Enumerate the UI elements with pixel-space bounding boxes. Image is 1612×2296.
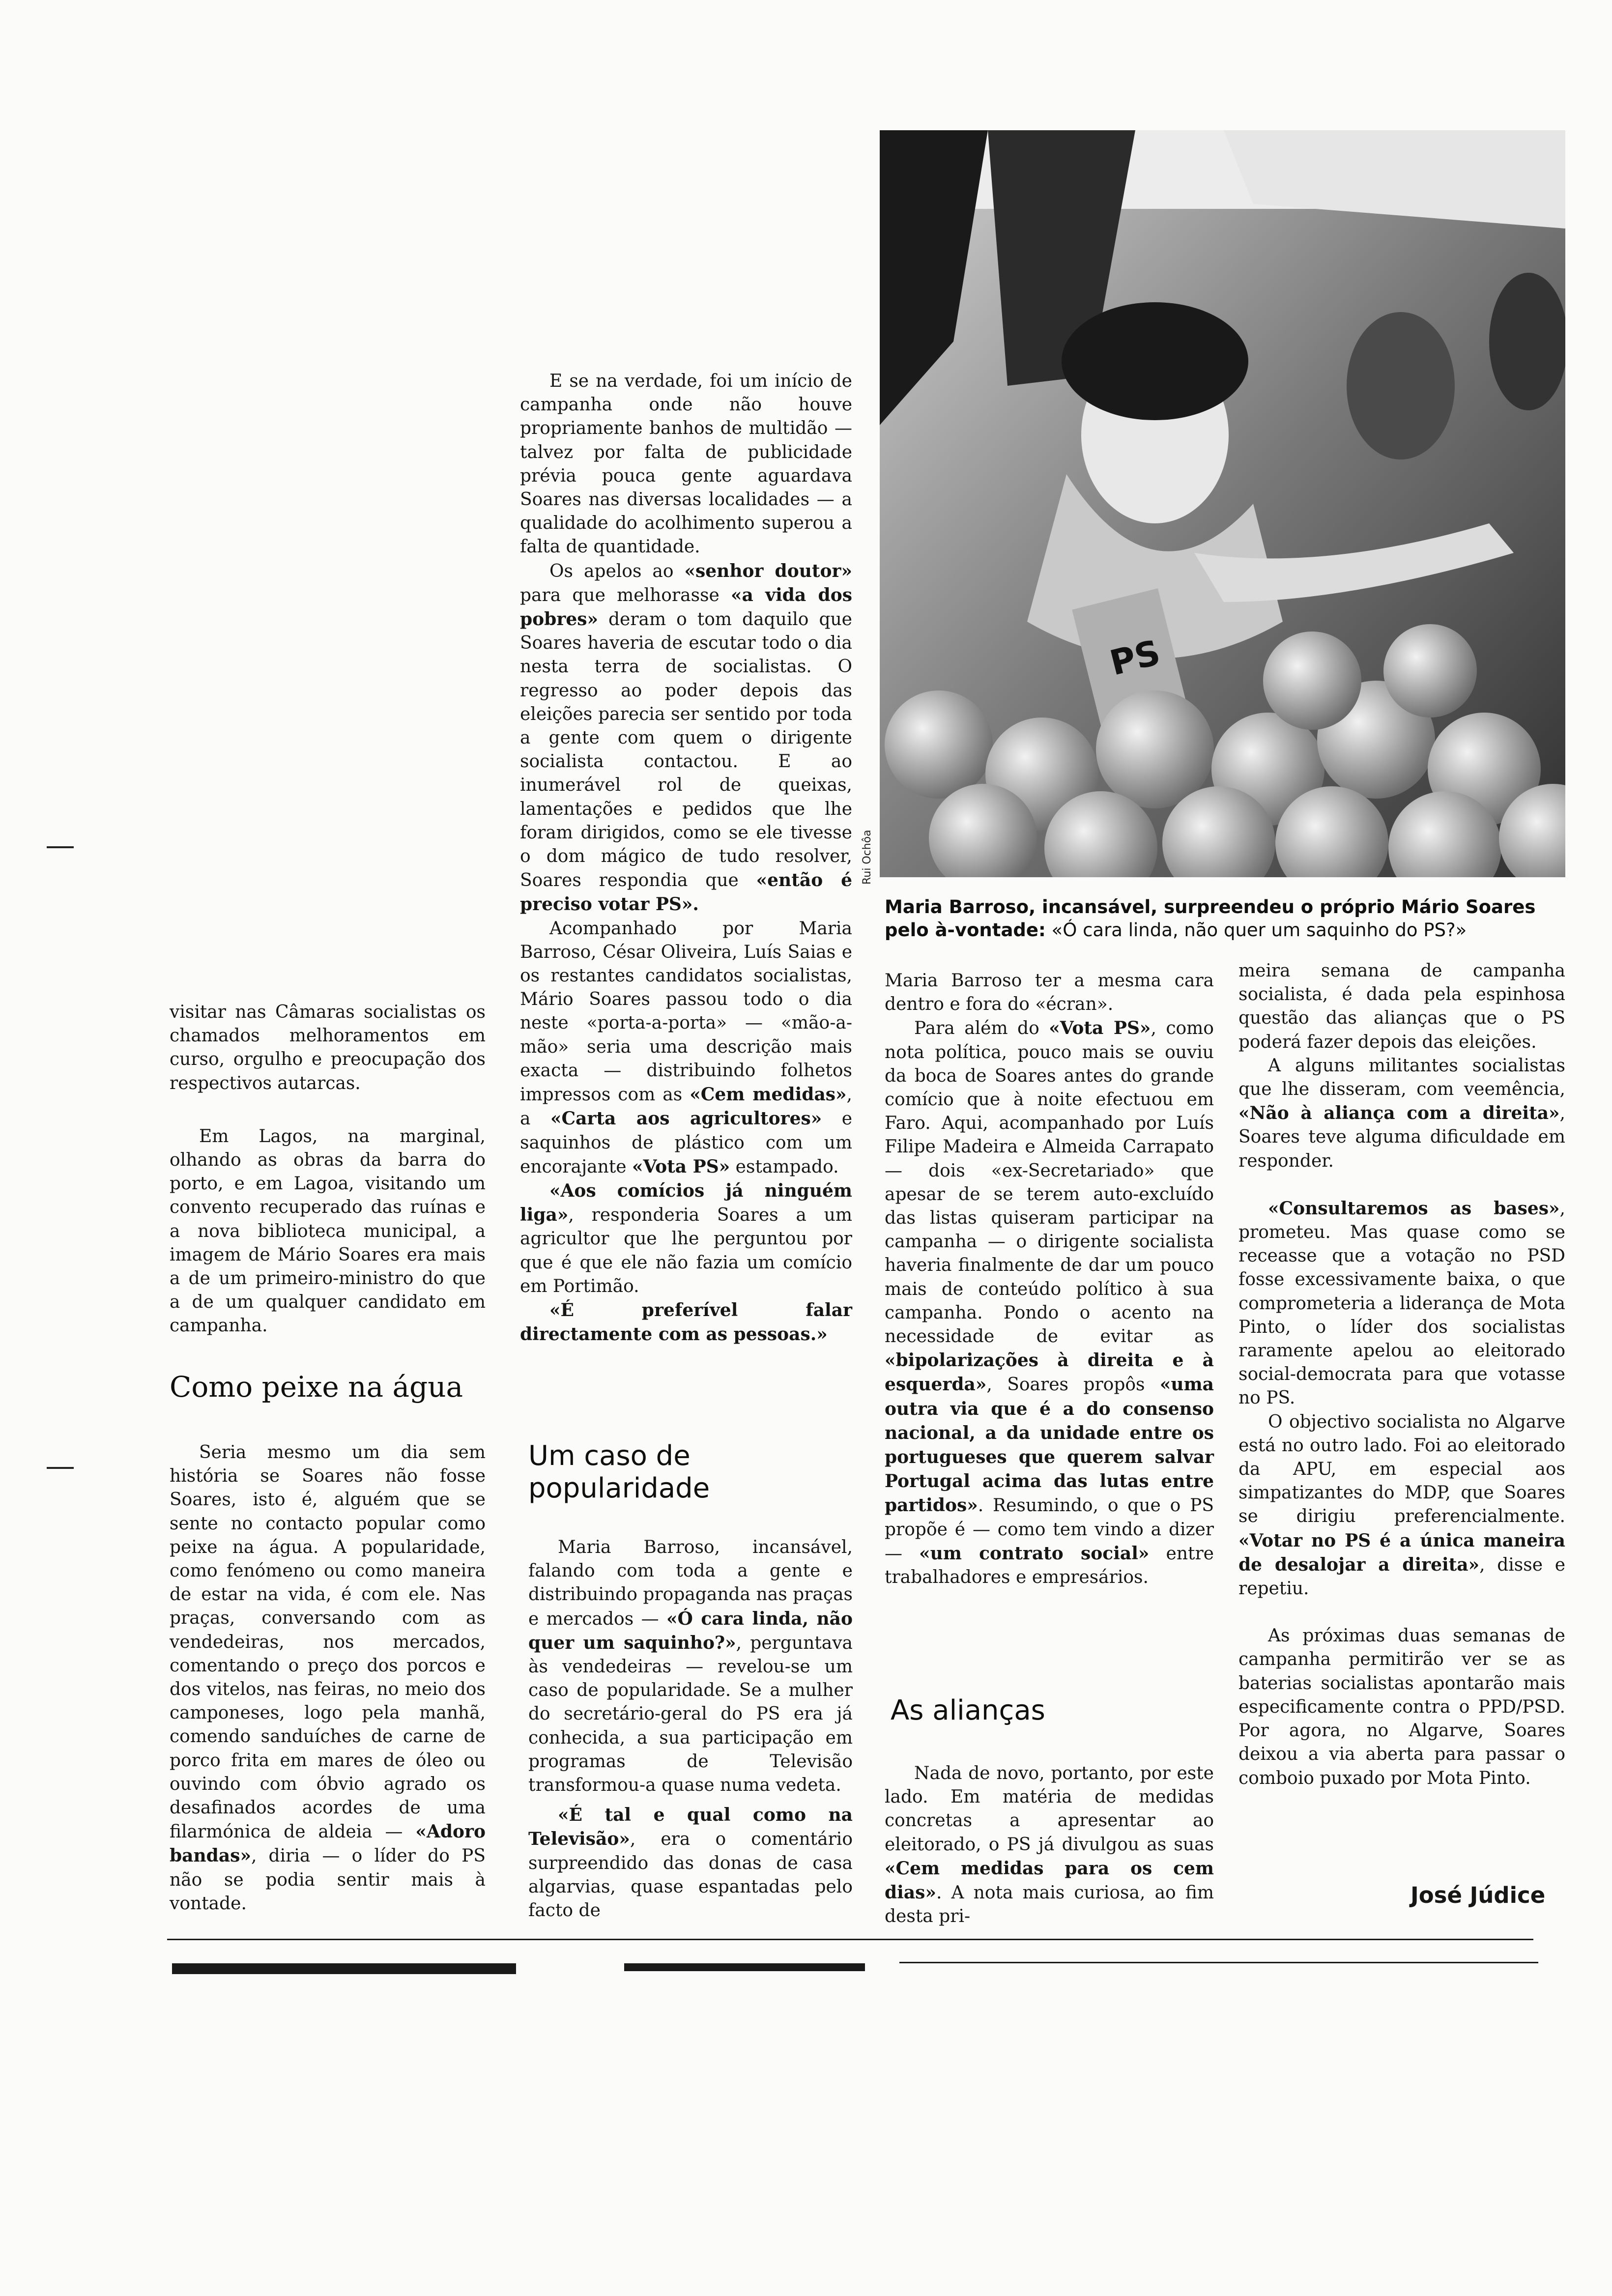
col3-p2-c: , como nota política, pouco mais se ouviu da boca de Soares antes do grande comício que à noite efectuou em Faro. Aqui, acompanhado por Luís Filipe Madeira e Almeida Carrapato — dois «ex-Secretariado» que apesar de se terem auto-excluído das listas quiseram participar na campanha — o dirigente socialista haveria finalmente de dar um pouco mais de conteúdo político à sua campanha. Pondo o acento na necessidade de evitar as [885,1018,1214,1347]
col2-p7-quote: «É tal e qual como na Televisão» [528,1805,853,1850]
col2-paragraph-3 [520,917,852,1179]
col3-p3-c: . A nota mais curiosa, ao fim desta pri- [885,1883,1214,1927]
col2-paragraph-2 [520,559,852,917]
col2-p3-quote-1: «Cem medidas» [690,1084,847,1105]
heading-as-aliancas: As alianças [891,1694,1045,1726]
column-1-lower [170,1441,486,1916]
col4-p3-quote: «Consultaremos as bases» [1268,1198,1560,1219]
col2-p3-c: , a [520,1085,852,1129]
col4-paragraph-4 [1238,1410,1565,1601]
col2-p3-quote-2: «Carta aos agricultores» [550,1108,822,1129]
col1-paragraph-3 [170,1441,486,1916]
photo-maria-barroso [880,130,1565,877]
caption-quote: «Ó cara linda, não quer um saquinho do PS?» [1045,919,1467,941]
caption-bold: Maria Barroso, incansável, surpreendeu o próprio Mário Soares pelo à-vontade: [885,896,1536,941]
svg-text:PS: PS [1106,632,1164,684]
bottom-bar-middle [624,1963,865,1971]
col2-p4-quote: «Aos comícios já ninguém liga» [520,1180,852,1226]
photo-credit: Rui Ochôa [861,830,873,885]
col4-p4-c: , disse e repetiu. [1238,1554,1565,1599]
col2-p2-c: para que melhorasse [520,585,731,605]
col4-p2-a: A alguns militantes socialistas que lhe disseram, com veemência, [1238,1055,1565,1100]
col2-p3-d: e saquinhos de plástico com um encorajante [520,1109,853,1177]
col4-p2-c: , Soares teve alguma dificuldade em responder. [1238,1103,1565,1171]
col4-paragraph-3 [1238,1197,1565,1410]
col3-p2-quote-4: «um contrato social» [919,1543,1150,1564]
col2-p5-quote: «É preferível falar directamente com as pessoas.» [520,1299,852,1345]
col2-p6-c: , perguntava às vendedeiras — revelou-se um caso de popularidade. Se a mulher do secretário-geral do PS era já conhecida, a sua participação em programas de Televisão transformou-a quase numa vedeta. [528,1633,853,1796]
col2-p6-a: Maria Barroso, incansável, falando com toda a gente e distribuindo propaganda nas praças e mercados — [528,1537,853,1629]
column-2 [520,370,852,1347]
col2-p3-quote-3: «Vota PS» [632,1156,730,1177]
col4-p3-rest: , prometeu. Mas quase como se receasse que a votação no PSD fosse excessivamente baixa, o que comprometeria a liderança de Mota Pinto, o líder dos socialistas raramente apelou ao eleitorado social-democrata para que votasse no PS. [1238,1198,1565,1408]
col1-paragraph-1: visitar nas Câmaras socialistas os chamados melhoramentos em curso, orgulho e preocupação dos respectivos autarcas. [170,1002,486,1093]
heading-um-caso: Um caso de popularidade [528,1440,710,1504]
col2-p4-rest: , responderia Soares a um agricultor que lhe perguntou por que é que ele não fazia um comício em Portimão. [520,1205,852,1296]
col2-p2-quote-2: «a vida dos pobres» [520,584,852,630]
margin-mark-bottom [47,1467,74,1469]
column-1 [170,1001,486,1338]
col2-paragraph-1: E se na verdade, foi um início de campanha onde não houve propriamente banhos de multidão — talvez por falta de publicidade prévia pouca gente aguardava Soares nas diversas localidades — a qualidade do acolhimento superou a falta de quantidade. [520,371,852,557]
col2-p2-a: Os apelos ao [549,561,685,581]
col1-p3-end: , diria — o líder do PS não se podia sentir mais à vontade. [170,1846,486,1914]
col3-p2-quote-3: «uma outra via que é a do consenso nacional, a da unidade entre os portugueses que querem salvar Portugal acima das lutas entre partidos» [885,1374,1214,1516]
col2-p6-quote: «Ó cara linda, não quer um saquinho?» [528,1608,853,1653]
col2-p2-d: deram o tom daquilo que Soares haveria de escutar todo o dia nesta terra de socialistas. O regresso ao poder depois das eleições parecia ser sentido por toda a gente com quem o dirigente socialista contactou. E ao inumerável rol de queixas, lamentações e pedidos que lhe foram dirigidos, como se ele tivesse o dom mágico de tudo resolver, Soares respondia que [520,609,852,891]
col3-p2-quote-2: «bipolarizações à direita e à esquerda» [885,1350,1214,1395]
col4-p4-a: O objectivo socialista no Algarve está no outro lado. Foi ao eleitorado da APU, em especial aos simpatizantes do MDP, que Soares se dirigiu preferencialmente. [1238,1411,1565,1527]
col3-p2-a: Para além do [914,1018,1049,1039]
col2-p2-quote-1: «senhor doutor» [684,560,852,581]
bottom-bar-right [899,1962,1538,1963]
photo-caption [885,895,1573,942]
col1-paragraph-2: Em Lagos, na marginal, olhando as obras da barra do porto, e em Lagoa, visitando um convento recuperado das ruínas e a nova biblioteca municipal, a imagem de Mário Soares era mais a de um primeiro-ministro do que a de um qualquer candidato em campanha. [170,1126,486,1336]
col1-p3-quote: «Adoro bandas» [170,1821,486,1866]
bottom-bar-left [172,1963,516,1974]
heading-como-peixe: Como peixe na água [170,1370,463,1404]
col2-p2-quote-3: «então é preciso votar PS». [520,870,852,915]
col2-p3-a: Acompanhado por Maria Barroso, César Oliveira, Luís Saias e os restantes candidatos socialistas, Mário Soares passou todo o dia neste «porta-a-porta» — «mão-a-mão» seria uma descrição mais exacta — distribuindo folhetos impressos com as [520,918,852,1105]
col2-paragraph-6 [528,1536,853,1797]
col2-paragraph-7 [528,1803,853,1923]
bottom-rule [167,1939,1533,1940]
margin-mark-top [47,846,74,848]
col4-paragraph-2 [1238,1054,1565,1173]
col3-p2-d: , Soares propôs [986,1375,1160,1395]
author-signature: José Júdice [1410,1882,1546,1908]
col3-p2-quote-1: «Vota PS» [1049,1018,1151,1039]
column-3-lower [885,1762,1214,1928]
column-3 [885,969,1214,1589]
col3-p2-f: entre trabalhadores e empresários. [885,1543,1214,1588]
col2-paragraph-4 [520,1179,852,1298]
col3-p2-e: . Resumindo, o que o PS propõe é — como tem vindo a dizer — [885,1495,1214,1564]
photo-image [880,130,1565,877]
col3-p3-a: Nada de novo, portanto, por este lado. Em matéria de medidas concretas a apresentar ao eleitorado, o PS já divulgou as suas [885,1763,1214,1855]
column-4 [1238,959,1565,1790]
col2-paragraph-5 [520,1298,852,1347]
col3-paragraph-3 [885,1762,1214,1928]
column-2-lower [528,1536,853,1923]
col3-paragraph-1: Maria Barroso ter a mesma cara dentro e fora do «écran». [885,971,1214,1015]
col2-p3-e: estampado. [730,1156,839,1177]
col3-p3-quote: «Cem medidas para os cem dias» [885,1858,1214,1903]
col2-p7-rest: , era o comentário surpreendido das donas de casa algarvias, quase espantadas pelo facto de [528,1829,853,1921]
col3-paragraph-2 [885,1016,1214,1589]
col4-paragraph-5: As próximas duas semanas de campanha permitirão ver se as baterias socialistas apontarão mais especificamente contra o PPD/PSD. Por agora, no Algarve, Soares deixou a via aberta para passar o comboio puxado por Mota Pinto. [1238,1626,1565,1788]
col4-paragraph-1: meira semana de campanha socialista, é dada pela espinhosa questão das alianças que o PS poderá fazer depois das eleições. [1238,961,1565,1052]
col4-p4-quote: «Votar no PS é a única maneira de desalojar a direita» [1238,1530,1565,1575]
col1-p3-text: Seria mesmo um dia sem história se Soares não fosse Soares, isto é, alguém que se sente no contacto popular como peixe na água. A popularidade, como fenómeno ou como maneira de estar na vida, é com ele. Nas praças, conversando com as vendedeiras, nos mercados, comentando o preço dos porcos e dos vitelos, nas feiras, no meio dos camponeses, logo pela manhã, comendo sanduíches de carne de porco frita em mares de óleo ou ouvindo com óbvio agrado os desafinados acordes de uma filarmónica de aldeia — [170,1442,486,1842]
col4-p2-quote: «Não à aliança com a direita» [1238,1103,1560,1124]
